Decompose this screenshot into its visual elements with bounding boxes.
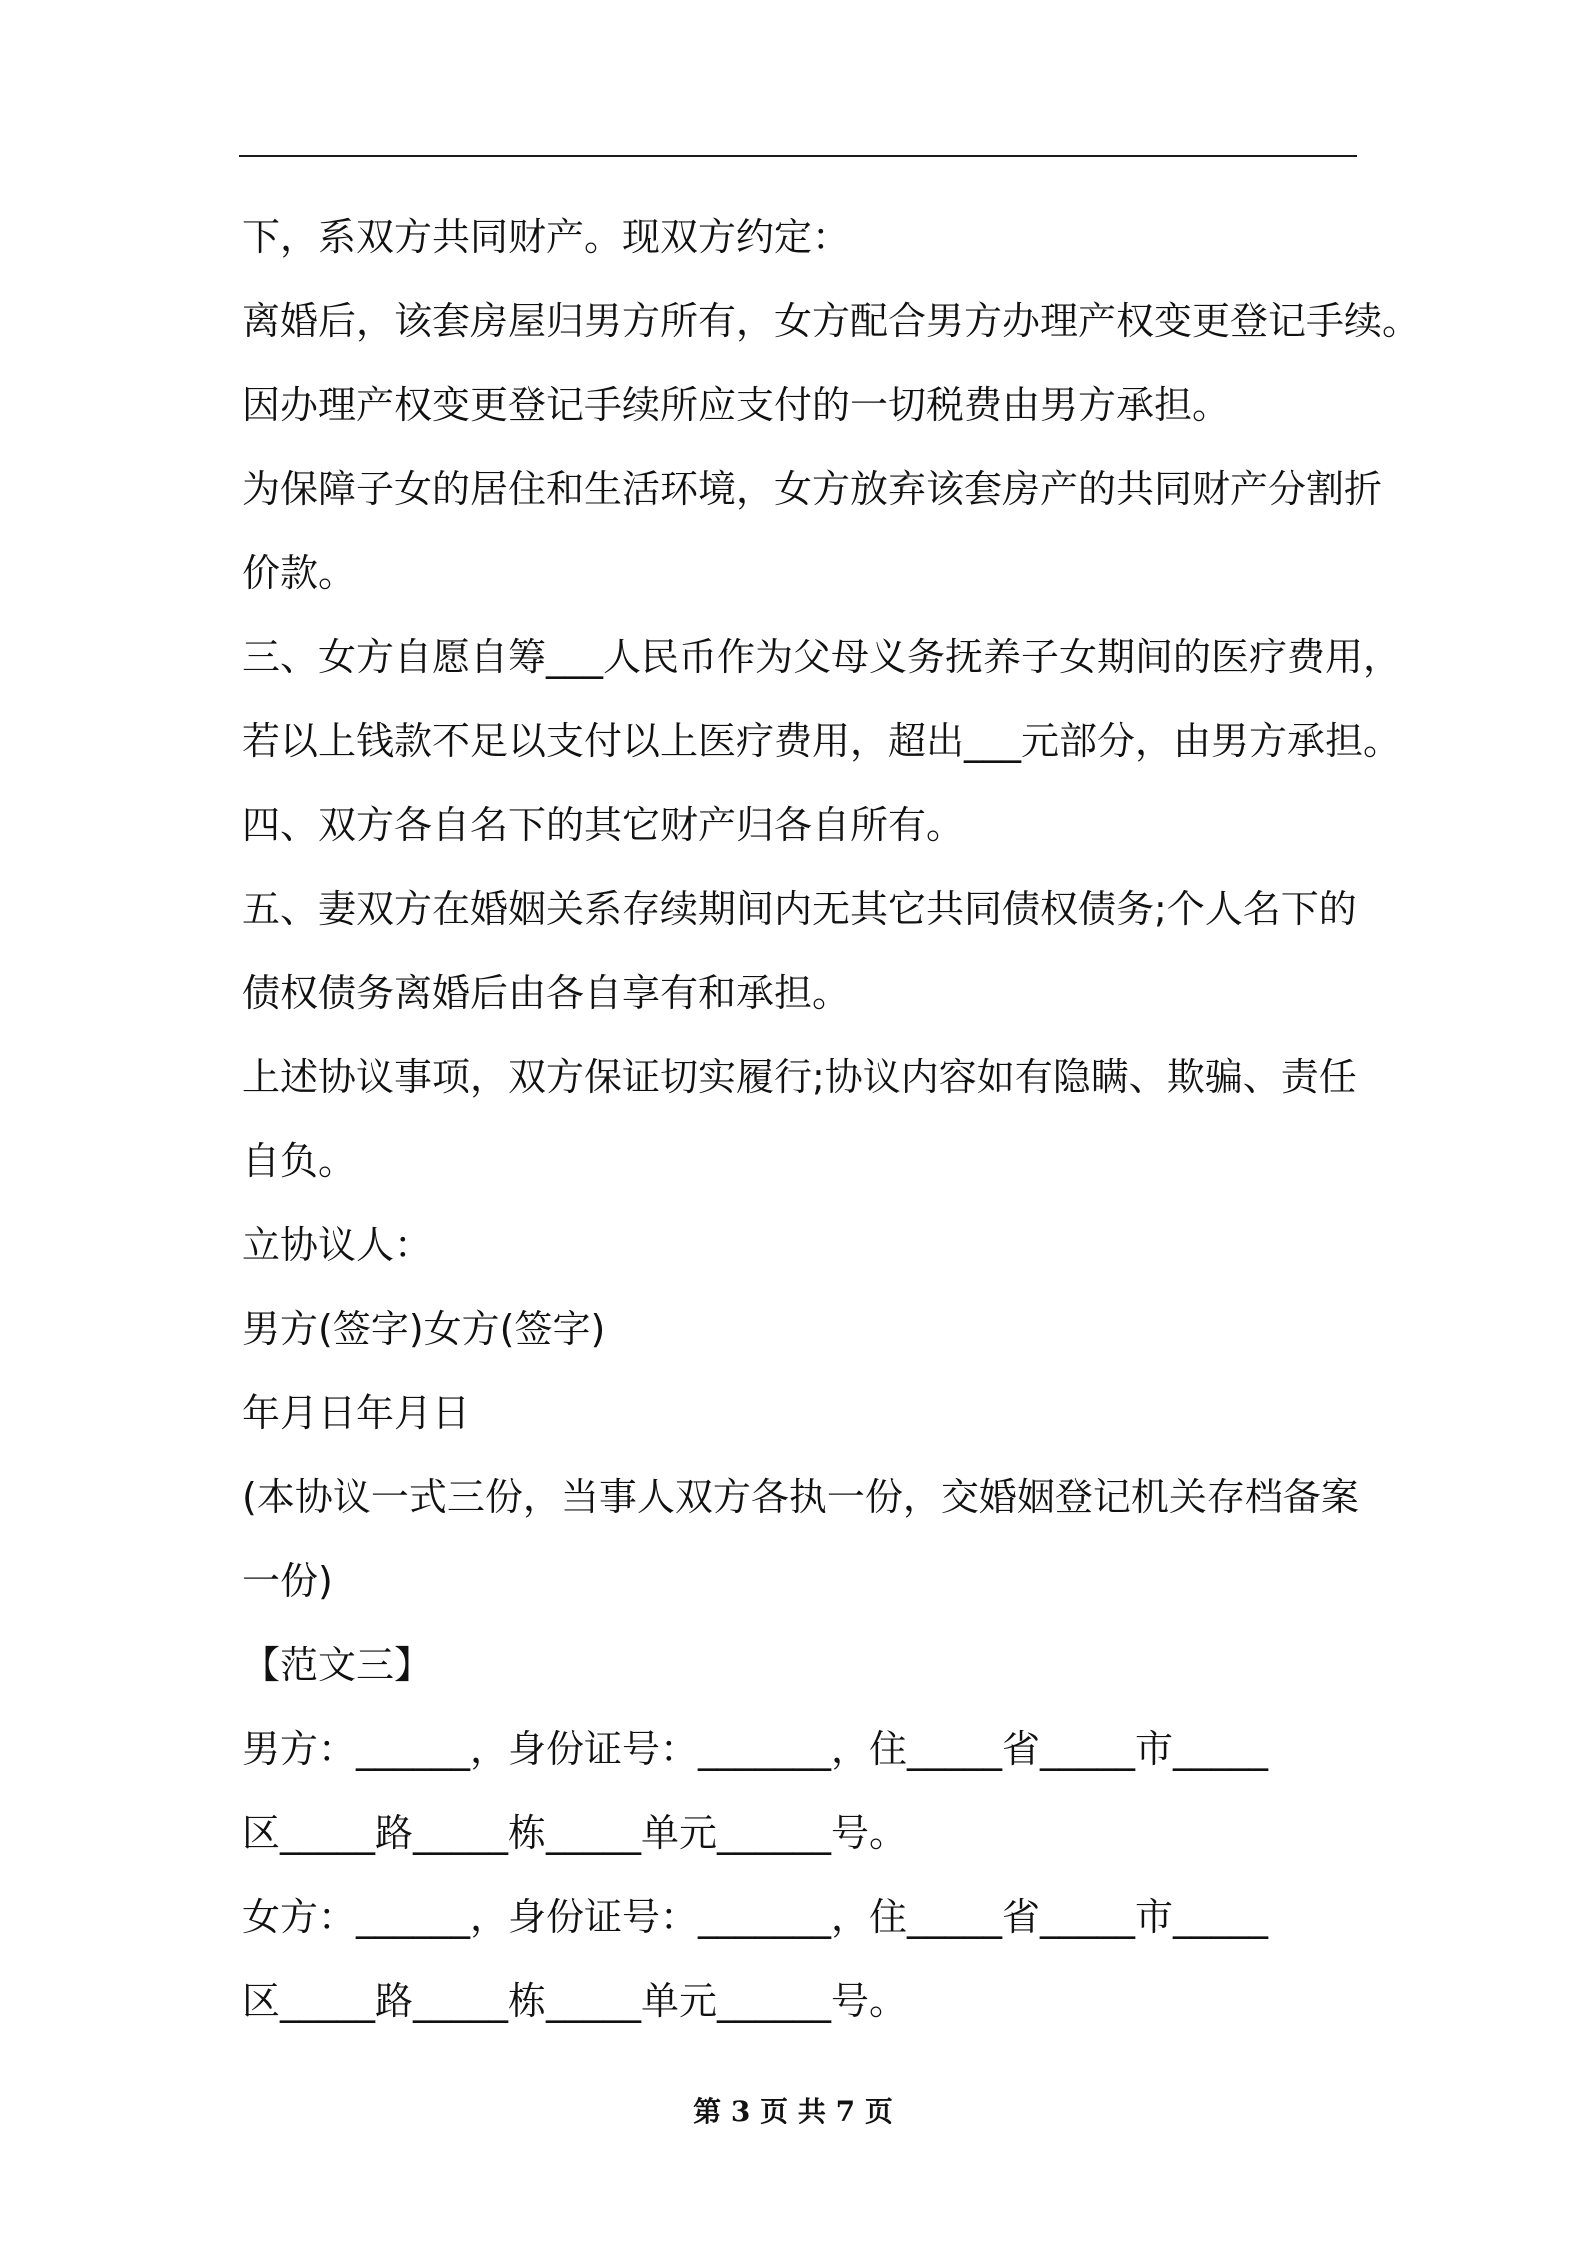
paragraph-line: 若以上钱款不足以支付以上医疗费用，超出___元部分，由男方承担。: [242, 719, 1402, 763]
paragraph-line: 自负。: [242, 1139, 357, 1183]
document-body: [242, 195, 1421, 2043]
signatory-heading: 立协议人：: [242, 1223, 433, 1267]
paragraph-line: 债权债务离婚后由各自享有和承担。: [242, 971, 851, 1015]
section-heading: 【范文三】: [242, 1643, 433, 1687]
signature-line: 男方(签字)女方(签字): [242, 1307, 606, 1351]
paragraph-line: 离婚后，该套房屋归男方所有，女方配合男方办理产权变更登记手续。: [242, 299, 1421, 343]
paragraph-line: 下，系双方共同财产。现双方约定：: [242, 215, 851, 259]
header-rule: [239, 155, 1357, 157]
paragraph-line: (本协议一式三份，当事人双方各执一份，交婚姻登记机关存档备案: [242, 1475, 1359, 1519]
paragraph-line: 因办理产权变更登记手续所应支付的一切税费由男方承担。: [242, 383, 1231, 427]
form-line: 区_____路_____栋_____单元______号。: [242, 1979, 908, 2023]
page-number: 第 3 页 共 7 页: [693, 2095, 893, 2128]
form-line: 男方：______，身份证号：_______，住_____省_____市_____: [242, 1727, 1269, 1771]
paragraph-line: 五、妻双方在婚姻关系存续期间内无其它共同债权债务;个人名下的: [242, 887, 1357, 931]
form-line: 女方：______，身份证号：_______，住_____省_____市_____: [242, 1895, 1269, 1939]
paragraph-line: 四、双方各自名下的其它财产归各自所有。: [242, 803, 965, 847]
paragraph-line: 上述协议事项，双方保证切实履行;协议内容如有隐瞒、欺骗、责任: [242, 1055, 1357, 1099]
paragraph-line: 三、女方自愿自筹___人民币作为父母义务抚养子女期间的医疗费用，: [242, 635, 1402, 679]
form-line: 区_____路_____栋_____单元______号。: [242, 1811, 908, 1855]
paragraph-line: 价款。: [242, 551, 357, 595]
date-line: 年月日年月日: [242, 1391, 471, 1435]
paragraph-line: 为保障子女的居住和生活环境，女方放弃该套房产的共同财产分割折: [242, 467, 1383, 511]
paragraph-line: 一份): [242, 1559, 333, 1603]
